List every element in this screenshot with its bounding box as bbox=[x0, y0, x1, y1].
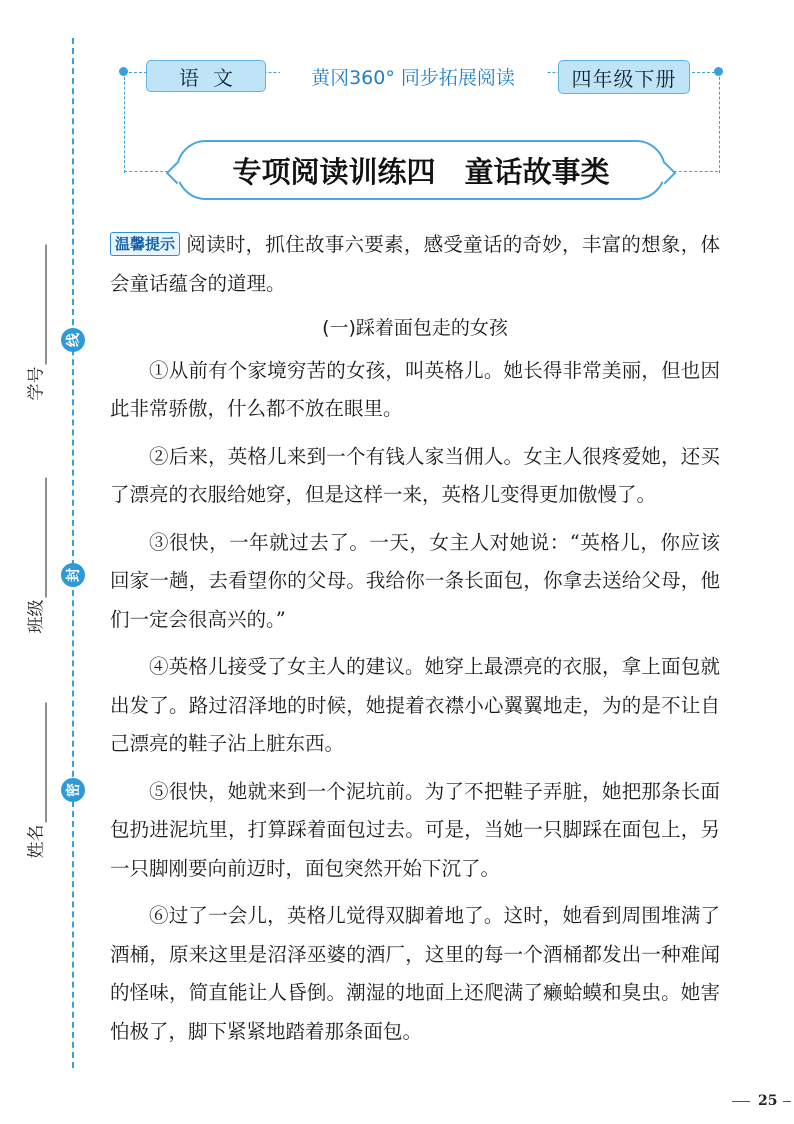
page-number-value: 25 bbox=[758, 1093, 778, 1109]
page-title: 专项阅读训练四 童话故事类 bbox=[176, 140, 666, 200]
warm-tip-text: 阅读时，抓住故事六要素，感受童话的奇妙，丰富的想象，体会童话蕴含的道理。 bbox=[110, 233, 720, 295]
header-dot-right bbox=[714, 67, 723, 76]
class-field[interactable] bbox=[12, 455, 56, 655]
paragraph-2: ②后来，英格儿来到一个有钱人家当佣人。女主人很疼爱她，还买了漂亮的衣服给她穿，但是这样一来，英格儿变得更加傲慢了。 bbox=[110, 444, 720, 506]
paragraph-6: ⑥过了一会儿，英格儿觉得双脚着地了。这时，她看到周围堆满了酒桶，原来这里是沼泽巫婆的酒厂，这里的每一个酒桶都发出一种难闻的怪味，简直能让人昏倒。潮湿的地面上还爬满了癞蛤蟆和臭虫。她害怕极了，脚下紧紧地踏着那条面包。 bbox=[110, 904, 720, 1043]
grade-tag: 四年级下册 bbox=[558, 60, 690, 94]
header-dot-left bbox=[119, 67, 128, 76]
student-id-field[interactable] bbox=[12, 222, 56, 422]
warm-tip bbox=[110, 226, 720, 303]
name-label: 姓名 bbox=[26, 824, 47, 858]
paragraph-5: ⑤很快，她就来到一个泥坑前。为了不把鞋子弄脏，她把那条长面包扔进泥坑里，打算踩着面包过去。可是，当她一只脚踩在面包上，另一只脚刚要向前迈时，面包突然开始下沉了。 bbox=[110, 779, 720, 880]
warm-tip-badge: 温馨提示 bbox=[110, 232, 180, 256]
paragraph-3: ③很快，一年就过去了。一天，女主人对她说：“英格儿，你应该回家一趟，去看望你的父母。我给你一条长面包，你拿去送给父母，他们一定会很高兴的。” bbox=[110, 530, 720, 631]
name-blank[interactable] bbox=[28, 702, 47, 822]
section-title: (一)踩着面包走的女孩 bbox=[322, 317, 508, 339]
binding-mark-feng: 封 bbox=[61, 563, 85, 587]
binding-mark-mi: 密 bbox=[61, 778, 85, 802]
class-blank[interactable] bbox=[28, 477, 47, 597]
binding-mark-xian: 线 bbox=[61, 328, 85, 352]
reading-content bbox=[110, 226, 720, 1060]
student-id-blank[interactable] bbox=[28, 244, 47, 364]
name-field[interactable] bbox=[12, 680, 56, 880]
subject-tag: 语文 bbox=[146, 60, 266, 92]
page-number bbox=[732, 1093, 791, 1109]
paragraph-1: ①从前有个家境穷苦的女孩，叫英格儿。她长得非常美丽，但也因此非常骄傲，什么都不放在眼里。 bbox=[110, 358, 720, 420]
class-label: 班级 bbox=[26, 599, 47, 633]
series-title: 黄冈360° 同步拓展阅读 bbox=[280, 60, 546, 92]
paragraph-4: ④英格儿接受了女主人的建议。她穿上最漂亮的衣服，拿上面包就出发了。路过沼泽地的时候，她提着衣襟小心翼翼地走，为的是不让自己漂亮的鞋子沾上脏东西。 bbox=[110, 655, 720, 755]
binding-dashed-line bbox=[72, 38, 74, 1068]
student-id-label: 学号 bbox=[26, 366, 47, 400]
